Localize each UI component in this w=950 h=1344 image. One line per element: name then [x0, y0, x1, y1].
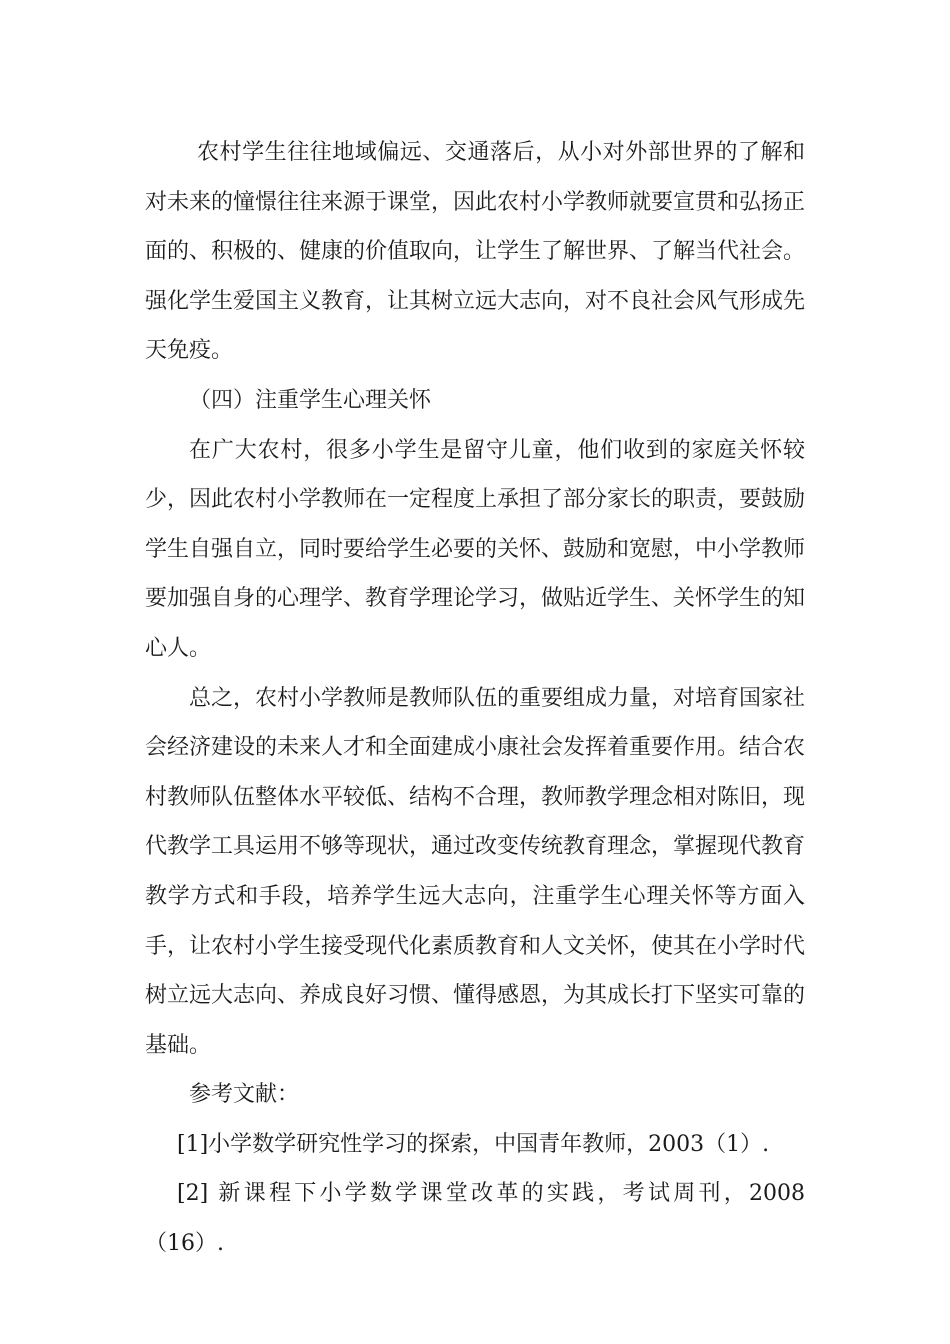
section-heading-psychological-care: （四）注重学生心理关怀	[189, 387, 432, 413]
paragraph-conclusion: 总之，农村小学教师是教师队伍的重要组成力量，对培育国家社会经济建设的未来人才和全面建成小康社会发挥着重要作用。结合农村教师队伍整体水平较低、结构不合理，教师教学理念相对陈旧，现代教学工具运用不够等现状，通过改变传统教育理念，掌握现代教育教学方式和手段，培养学生远大志向，注重学生心理关怀等方面入手，让农村小学生接受现代化素质教育和人文关怀，使其在小学时代树立远大志向、养成良好习惯、懂得感恩，为其成长打下坚实可靠的基础。	[145, 685, 806, 1058]
paragraph-left-behind-children: 在广大农村，很多小学生是留守儿童，他们收到的家庭关怀较少，因此农村小学教师在一定程度上承担了部分家长的职责，要鼓励学生自强自立，同时要给学生必要的关怀、鼓励和宽慰，中小学教师要加强自身的心理学、教育学理论学习，做贴近学生、关怀学生的知心人。	[145, 437, 806, 661]
reference-item-2: [2] 新课程下小学数学课堂改革的实践，考试周刊，2008（16）.	[145, 1181, 805, 1257]
paragraph-rural-students: 农村学生往往地域偏远、交通落后，从小对外部世界的了解和对未来的憧憬往往来源于课堂，因此农村小学教师就要宣贯和弘扬正面的、积极的、健康的价值取向，让学生了解世界、了解当代社会。强化学生爱国主义教育，让其树立远大志向，对不良社会风气形成先天免疫。	[145, 140, 806, 364]
references-title: 参考文献：	[189, 1082, 300, 1108]
reference-item-1: [1]小学数学研究性学习的探索，中国青年教师，2003（1）.	[177, 1131, 770, 1157]
document-body	[145, 128, 805, 1269]
